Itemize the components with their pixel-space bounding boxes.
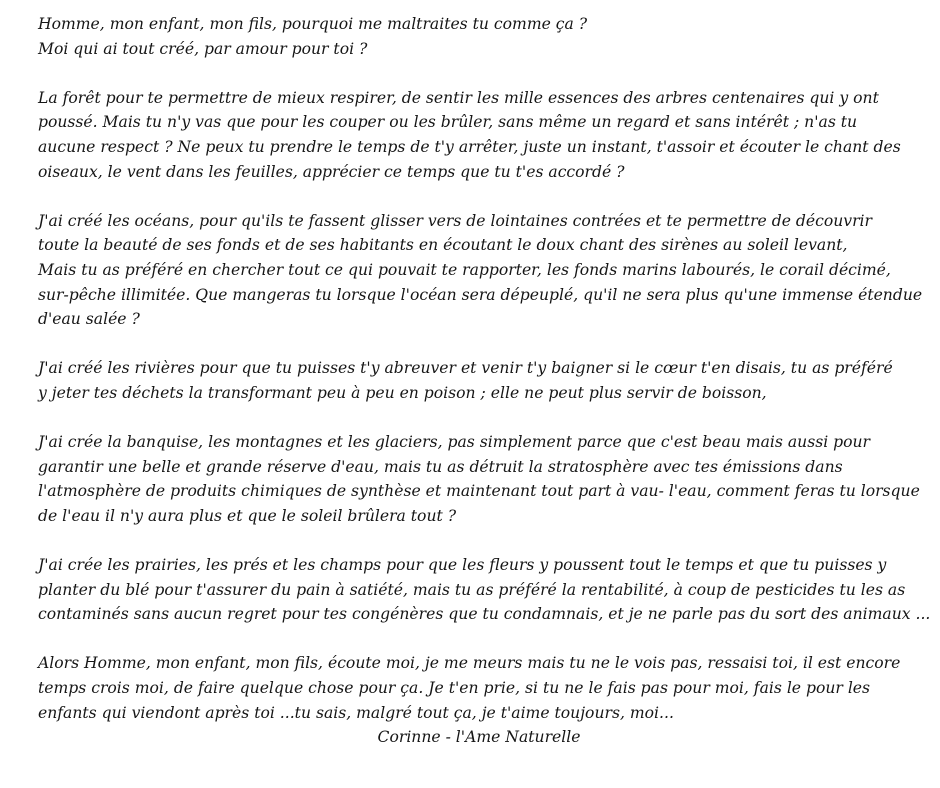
poem-line: d'eau salée ? xyxy=(38,310,140,329)
poem-line: sur-pêche illimitée. Que mangeras tu lorsque l'océan sera dépeuplé, qu'il ne sera plus qu'une immense étendue xyxy=(38,285,923,304)
poem-line: l'atmosphère de produits chimiques de synthèse et maintenant tout part à vau- l'eau, comment feras tu lorsque xyxy=(38,482,920,501)
poem-line: Alors Homme, mon enfant, mon fils, écoute moi, je me meurs mais tu ne le vois pas, ressaisi toi, il est encore xyxy=(38,654,901,673)
poem-line: temps crois moi, de faire quelque chose pour ça. Je t'en prie, si tu ne le fais pas pour moi, fais le pour les xyxy=(38,679,871,698)
poem-stanza-oceans xyxy=(38,209,923,332)
poem-line: J'ai créé les océans, pour qu'ils te fassent glisser vers de lointaines contrées et te permettre de découvrir xyxy=(38,211,872,230)
poem-stanza-intro xyxy=(38,12,910,61)
poem-line: Moi qui ai tout créé, par amour pour toi ? xyxy=(38,39,368,58)
author-signature: Corinne - l'Ame Naturelle xyxy=(377,728,581,747)
poem-line: Mais tu as préféré en chercher tout ce qui pouvait te rapporter, les fonds marins labourés, le corail décimé, xyxy=(38,260,891,279)
poem-line: garantir une belle et grande réserve d'eau, mais tu as détruit la stratosphère avec tes émissions dans xyxy=(38,457,843,476)
poem-line: planter du blé pour t'assurer du pain à satiété, mais tu as préféré la rentabilité, à coup de pesticides tu les as xyxy=(38,580,906,599)
poem-line: enfants qui viendont après toi ...tu sais, malgré tout ça, je t'aime toujours, moi... xyxy=(38,703,674,722)
poem-stanza-ice xyxy=(38,430,920,528)
poem-line: de l'eau il n'y aura plus et que le soleil brûlera tout ? xyxy=(38,506,457,525)
poem-line: J'ai créé les rivières pour que tu puisses t'y abreuver et venir t'y baigner si le cœur t'en disais, tu as préféré xyxy=(38,359,893,378)
poem-stanza-prairies xyxy=(38,553,931,627)
poem-line: contaminés sans aucun regret pour tes congénères que tu condamnais, et je ne parle pas du sort des animaux ... xyxy=(38,605,931,624)
poem-line: J'ai crée les prairies, les prés et les champs pour que les fleurs y poussent tout le temps et que tu puisses y xyxy=(38,556,887,575)
poem-line: aucune respect ? Ne peux tu prendre le temps de t'y arrêter, juste un instant, t'assoir et écouter le chant des xyxy=(38,137,901,156)
poem-line: oiseaux, le vent dans les feuilles, apprécier ce temps que tu t'es accordé ? xyxy=(38,162,625,181)
poem-line: Homme, mon enfant, mon fils, pourquoi me maltraites tu comme ça ? xyxy=(38,15,588,33)
poem-line: y jeter tes déchets la transformant peu à peu en poison ; elle ne peut plus servir de boisson, xyxy=(38,383,767,402)
poem-line: J'ai crée la banquise, les montagnes et les glaciers, pas simplement parce que c'est beau mais aussi pour xyxy=(38,433,871,452)
poem-line: poussé. Mais tu n'y vas que pour les couper ou les brûler, sans même un regard et sans intérêt ; n'as tu xyxy=(38,113,858,132)
poem-stanza-closing xyxy=(38,651,910,749)
poem-line: toute la beauté de ses fonds et de ses habitants en écoutant le doux chant des sirènes au soleil levant, xyxy=(38,236,848,255)
poem-line: La forêt pour te permettre de mieux respirer, de sentir les mille essences des arbres centenaires qui y ont xyxy=(38,88,879,107)
poem-stanza-rivers xyxy=(38,356,910,405)
poem-stanza-forest xyxy=(38,86,910,184)
